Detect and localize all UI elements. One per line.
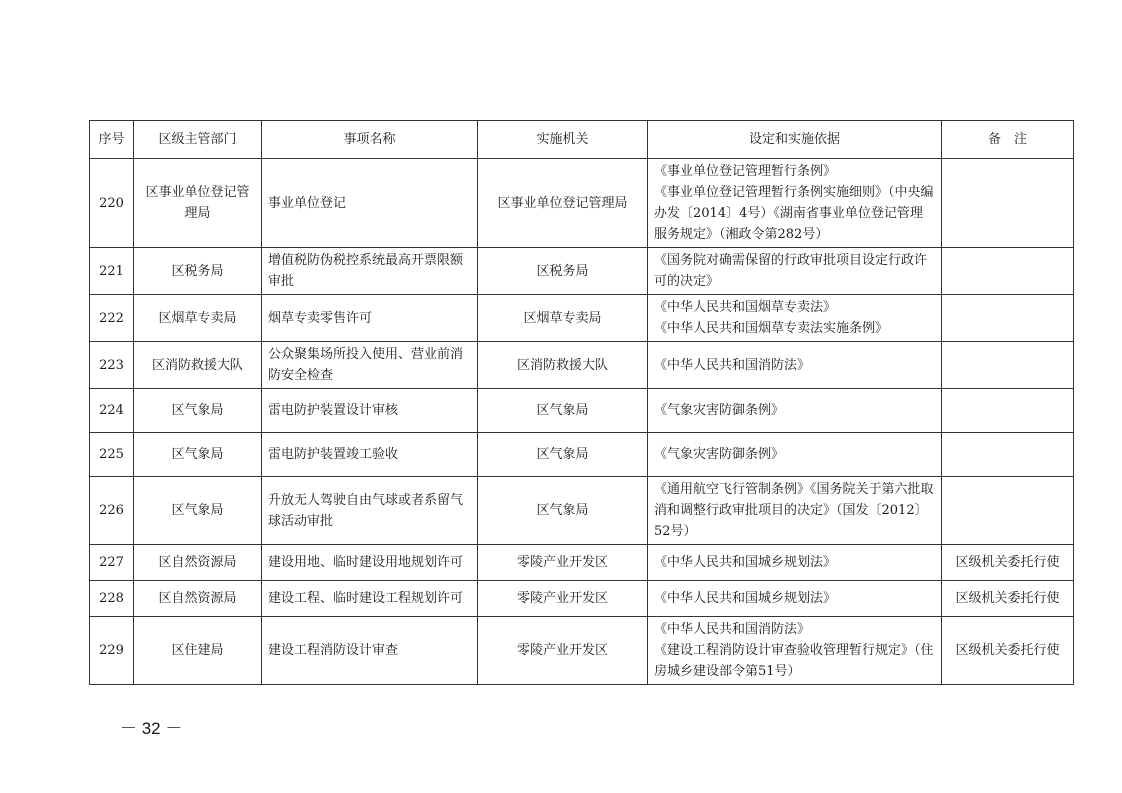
- cell-note: [942, 248, 1074, 295]
- cell-note: [942, 295, 1074, 342]
- basis-line: 《建设工程消防设计审查验收管理暂行规定》（住房城乡建设部令第51号）: [654, 643, 934, 679]
- cell-basis: [648, 389, 942, 433]
- cell-agency: 零陵产业开发区: [478, 617, 648, 685]
- table-row: [90, 477, 1074, 545]
- cell-seq: 228: [90, 581, 134, 617]
- header-seq: 序号: [90, 121, 134, 159]
- basis-line: 《中华人民共和国城乡规划法》: [654, 591, 837, 606]
- cell-basis: [648, 617, 942, 685]
- cell-seq: 222: [90, 295, 134, 342]
- cell-note: 区级机关委托行使: [942, 617, 1074, 685]
- cell-item: 雷电防护装置设计审核: [262, 389, 478, 433]
- cell-basis: [648, 248, 942, 295]
- cell-agency: 区税务局: [478, 248, 648, 295]
- table-row: [90, 295, 1074, 342]
- basis-line: 《事业单位登记管理暂行条例》: [654, 164, 837, 179]
- cell-seq: 227: [90, 545, 134, 581]
- cell-note: 区级机关委托行使: [942, 545, 1074, 581]
- cell-dept: 区税务局: [134, 248, 262, 295]
- cell-item: 雷电防护装置竣工验收: [262, 433, 478, 477]
- cell-dept: 区气象局: [134, 389, 262, 433]
- cell-seq: 223: [90, 342, 134, 389]
- cell-note: 区级机关委托行使: [942, 581, 1074, 617]
- cell-seq: 224: [90, 389, 134, 433]
- cell-item: 升放无人驾驶自由气球或者系留气球活动审批: [262, 477, 478, 545]
- basis-line: 《中华人民共和国烟草专卖法》: [654, 300, 837, 315]
- page-number: － 32 －: [120, 719, 183, 738]
- cell-item: 建设工程消防设计审查: [262, 617, 478, 685]
- basis-line: 《中华人民共和国消防法》: [654, 622, 811, 637]
- table-row: [90, 159, 1074, 248]
- cell-item: 建设工程、临时建设工程规划许可: [262, 581, 478, 617]
- cell-seq: 226: [90, 477, 134, 545]
- cell-agency: 区气象局: [478, 389, 648, 433]
- basis-line: 《国务院对确需保留的行政审批项目设定行政许可的决定》: [654, 253, 928, 289]
- cell-item: 事业单位登记: [262, 159, 478, 248]
- cell-agency: 区事业单位登记管理局: [478, 159, 648, 248]
- table-row: [90, 617, 1074, 685]
- cell-basis: [648, 545, 942, 581]
- cell-agency: 零陵产业开发区: [478, 545, 648, 581]
- cell-dept: 区消防救援大队: [134, 342, 262, 389]
- cell-agency: 区气象局: [478, 477, 648, 545]
- cell-agency: 区气象局: [478, 433, 648, 477]
- cell-seq: 221: [90, 248, 134, 295]
- cell-dept: 区气象局: [134, 433, 262, 477]
- basis-line: 《中华人民共和国烟草专卖法实施条例》: [654, 321, 889, 336]
- cell-dept: 区烟草专卖局: [134, 295, 262, 342]
- cell-agency: 区烟草专卖局: [478, 295, 648, 342]
- cell-agency: 区消防救援大队: [478, 342, 648, 389]
- table-row: [90, 581, 1074, 617]
- header-basis: 设定和实施依据: [648, 121, 942, 159]
- cell-item: 建设用地、临时建设用地规划许可: [262, 545, 478, 581]
- approval-items-table: [89, 120, 1074, 685]
- cell-note: [942, 342, 1074, 389]
- table-header-row: [90, 121, 1074, 159]
- header-agency: 实施机关: [478, 121, 648, 159]
- table-row: [90, 545, 1074, 581]
- cell-seq: 225: [90, 433, 134, 477]
- header-note: 备 注: [942, 121, 1074, 159]
- cell-basis: [648, 477, 942, 545]
- cell-note: [942, 159, 1074, 248]
- cell-item: 公众聚集场所投入使用、营业前消防安全检查: [262, 342, 478, 389]
- cell-basis: [648, 295, 942, 342]
- header-dept: 区级主管部门: [134, 121, 262, 159]
- cell-dept: 区事业单位登记管理局: [134, 159, 262, 248]
- cell-note: [942, 433, 1074, 477]
- basis-line: 《气象灾害防御条例》: [654, 403, 785, 418]
- cell-agency: 零陵产业开发区: [478, 581, 648, 617]
- cell-basis: [648, 433, 942, 477]
- basis-line: 《通用航空飞行管制条例》《国务院关于第六批取消和调整行政审批项目的决定》（国发〔2012〕52号）: [654, 482, 934, 539]
- basis-line: 《气象灾害防御条例》: [654, 447, 785, 462]
- table-row: [90, 389, 1074, 433]
- cell-dept: 区自然资源局: [134, 581, 262, 617]
- header-item: 事项名称: [262, 121, 478, 159]
- cell-seq: 229: [90, 617, 134, 685]
- cell-dept: 区住建局: [134, 617, 262, 685]
- cell-seq: 220: [90, 159, 134, 248]
- cell-note: [942, 389, 1074, 433]
- table-row: [90, 342, 1074, 389]
- basis-line: 《中华人民共和国消防法》: [654, 357, 811, 373]
- table-row: [90, 433, 1074, 477]
- cell-dept: 区自然资源局: [134, 545, 262, 581]
- cell-item: 烟草专卖零售许可: [262, 295, 478, 342]
- cell-dept: 区气象局: [134, 477, 262, 545]
- basis-line: 《事业单位登记管理暂行条例实施细则》（中央编办发〔2014〕4号）《湖南省事业单位登记管理服务规定》（湘政令第282号）: [654, 185, 934, 242]
- cell-basis: [648, 581, 942, 617]
- basis-line: 《中华人民共和国城乡规划法》: [654, 555, 837, 570]
- cell-note: [942, 477, 1074, 545]
- cell-item: 增值税防伪税控系统最高开票限额审批: [262, 248, 478, 295]
- table-row: [90, 248, 1074, 295]
- cell-basis: [648, 342, 942, 389]
- cell-basis: [648, 159, 942, 248]
